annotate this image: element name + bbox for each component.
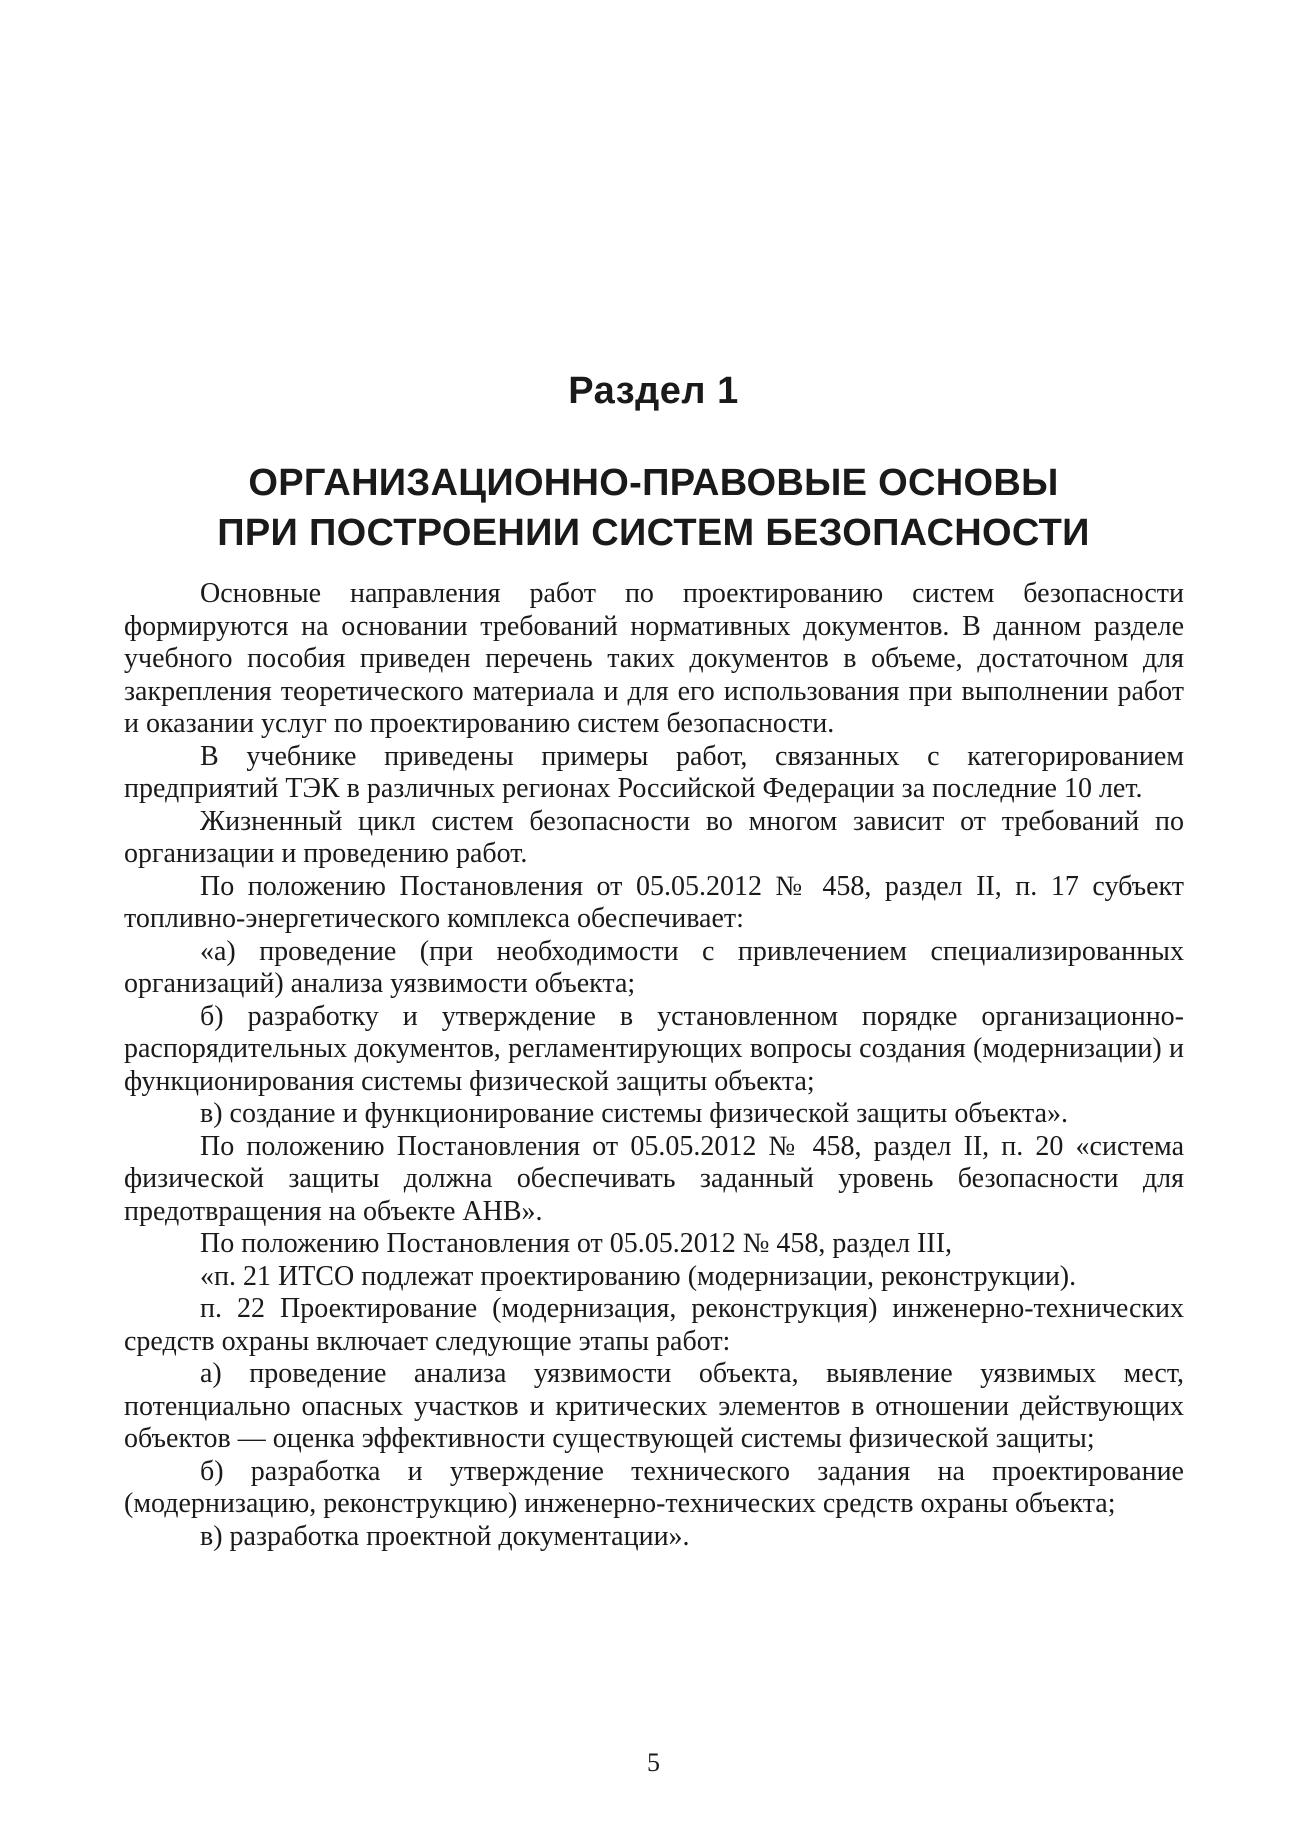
paragraph: а) проведение анализа уязвимости объекта, выявление уязвимых мест, потенциально опасных участков и критических элементов в отношении действующих объектов — оценка эффективности существующей системы физической защиты; — [124, 1358, 1184, 1454]
paragraph: в) разработка проектной документации». — [200, 1520, 690, 1552]
section-title-line-1: ОРГАНИЗАЦИОННО-ПРАВОВЫЕ ОСНОВЫ — [248, 462, 1059, 504]
paragraph: По положению Постановления от 05.05.2012 № 458, раздел III, — [200, 1228, 953, 1259]
paragraph: По положению Постановления от 05.05.2012 № 458, раздел II, п. 20 «система физической защиты должна обеспечивать заданный уровень безопасности для предотвращения на объекте АНВ». — [124, 1130, 1184, 1227]
paragraph: По положению Постановления от 05.05.2012 № 458, раздел II, п. 17 субъект топливно-энергетического комплекса обеспечивает: — [124, 870, 1184, 934]
section-label: Раздел 1 — [568, 370, 739, 412]
section-title-line-2: ПРИ ПОСТРОЕНИИ СИСТЕМ БЕЗОПАСНОСТИ — [217, 512, 1090, 554]
paragraph: в) создание и функционирование системы физической защиты объекта». — [200, 1098, 1069, 1129]
paragraph: б) разработка и утверждение технического задания на проектирование (модернизацию, реконструкцию) инженерно-технических средств охраны объекта; — [124, 1455, 1184, 1519]
paragraph: Основные направления работ по проектированию систем безопасности формируются на основании требований нормативных документов. В данном разделе учебного пособия приведен перечень таких документов в объеме, достаточном для закрепления теоретического материала и для его использования при выполнении работ и оказании услуг по проектированию систем безопасности. — [124, 578, 1184, 739]
paragraph: В учебнике приведены примеры работ, связанных с категорированием предприятий ТЭК в различных регионах Российской Федерации за последние 10 лет. — [124, 740, 1184, 804]
paragraph: «а) проведение (при необходимости с привлечением специализированных организаций) анализа уязвимости объекта; — [124, 935, 1184, 999]
body-text — [124, 578, 1184, 1553]
paragraph: «п. 21 ИТСО подлежат проектированию (модернизации, реконструкции). — [200, 1260, 1077, 1292]
section-title — [120, 458, 1187, 558]
page-number: 5 — [647, 1748, 660, 1777]
paragraph: б) разработку и утверждение в установленном порядке организационно-распорядительных документов, регламентирующих вопросы создания (модернизации) и функционирования системы физической защиты объекта; — [124, 1000, 1184, 1097]
paragraph: п. 22 Проектирование (модернизация, реконструкция) инженерно-технических средств охраны включает следующие этапы работ: — [124, 1293, 1184, 1357]
paragraph: Жизненный цикл систем безопасности во многом зависит от требований по организации и проведению работ. — [124, 805, 1184, 869]
